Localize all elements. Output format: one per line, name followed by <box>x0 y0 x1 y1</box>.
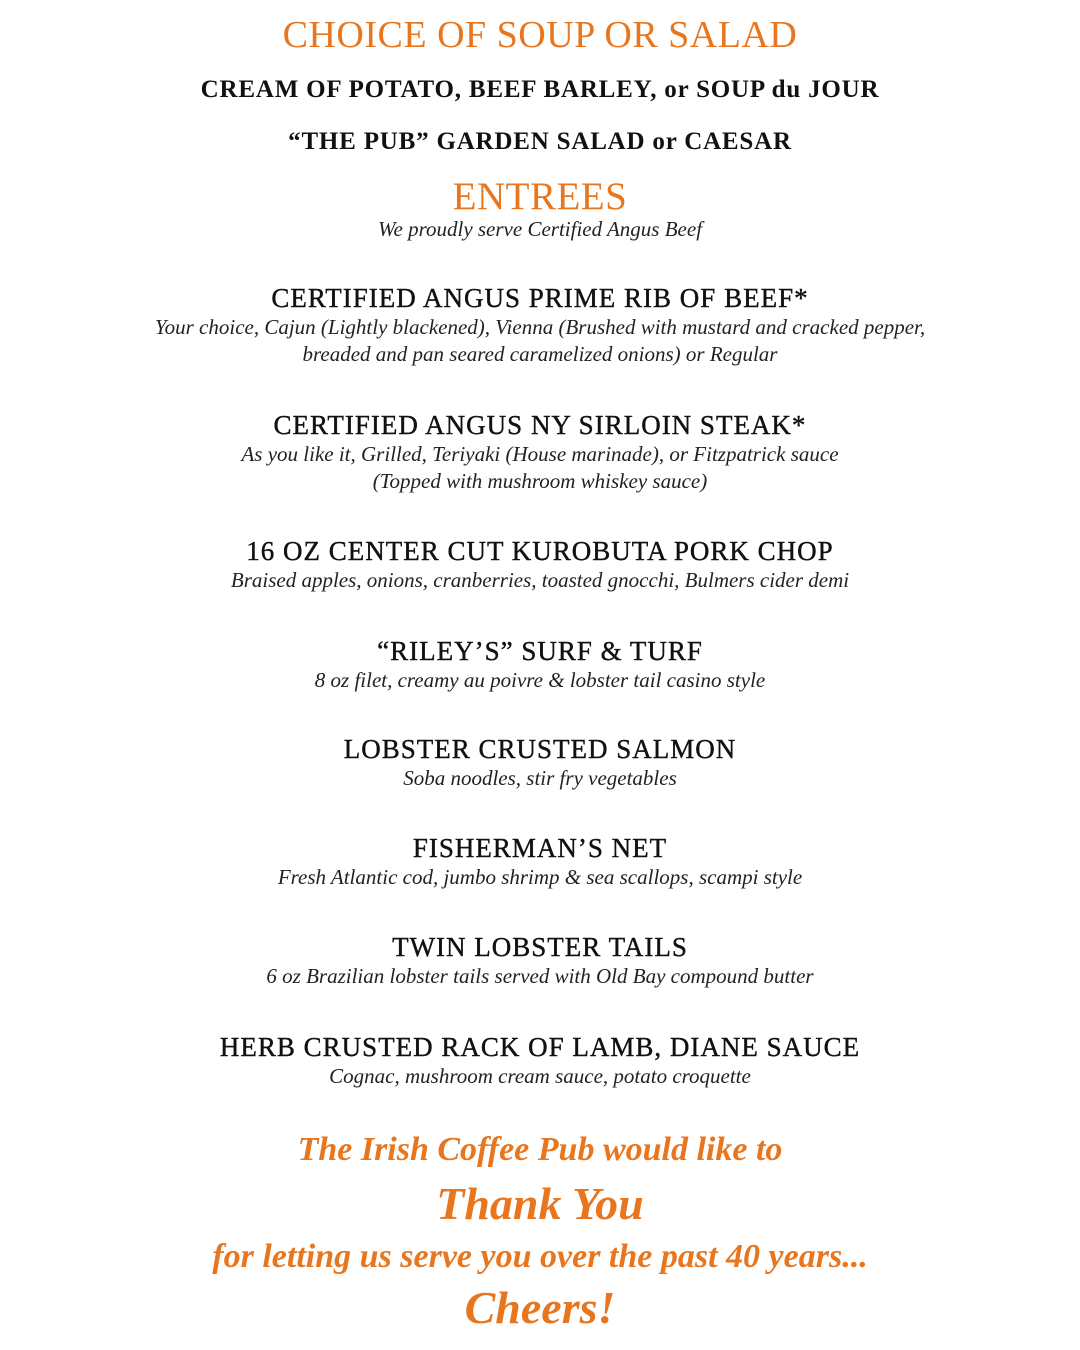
entree-description: 8 oz filet, creamy au poivre & lobster tail casino style <box>314 668 766 692</box>
entree-description: Braised apples, onions, cranberries, toasted gnocchi, Bulmers cider demi <box>230 568 850 592</box>
entree-title: CERTIFIED ANGUS NY SIRLOIN STEAK* <box>273 410 807 440</box>
entree-description: Soba noodles, stir fry vegetables <box>403 766 677 790</box>
closing-line-1: The Irish Coffee Pub would like to <box>297 1131 783 1168</box>
entree-description: breaded and pan seared caramelized onions) or Regular <box>302 342 778 366</box>
entree-title: “RILEY’S” SURF & TURF <box>377 636 703 666</box>
closing-thank-you: Thank You <box>436 1178 644 1229</box>
entree-description: Fresh Atlantic cod, jumbo shrimp & sea scallops, scampi style <box>277 865 803 889</box>
entree-title: FISHERMAN’S NET <box>412 833 668 863</box>
entree-title: TWIN LOBSTER TAILS <box>392 932 688 962</box>
entree-description: As you like it, Grilled, Teriyaki (House marinade), or Fitzpatrick sauce <box>241 442 839 466</box>
soup-salad-heading: CHOICE OF SOUP OR SALAD <box>282 14 798 56</box>
entree-description: Cognac, mushroom cream sauce, potato croquette <box>329 1064 751 1088</box>
salad-options: “THE PUB” GARDEN SALAD or CAESAR <box>288 128 792 155</box>
entree-description: Your choice, Cajun (Lightly blackened), Vienna (Brushed with mustard and cracked pepper, <box>154 315 926 339</box>
entree-title: LOBSTER CRUSTED SALMON <box>343 734 737 764</box>
entrees-tagline: We proudly serve Certified Angus Beef <box>377 217 703 241</box>
soup-options: CREAM OF POTATO, BEEF BARLEY, or SOUP du JOUR <box>200 76 880 103</box>
entree-description: (Topped with mushroom whiskey sauce) <box>372 469 708 493</box>
closing-cheers: Cheers! <box>464 1282 616 1333</box>
closing-line-3: for letting us serve you over the past 40 years... <box>212 1238 868 1275</box>
entree-title: 16 OZ CENTER CUT KUROBUTA PORK CHOP <box>246 536 834 566</box>
entrees-heading: ENTREES <box>452 175 628 218</box>
entree-title: HERB CRUSTED RACK OF LAMB, DIANE SAUCE <box>219 1032 861 1062</box>
entree-title: CERTIFIED ANGUS PRIME RIB OF BEEF* <box>271 283 809 313</box>
entree-description: 6 oz Brazilian lobster tails served with Old Bay compound butter <box>266 964 814 988</box>
